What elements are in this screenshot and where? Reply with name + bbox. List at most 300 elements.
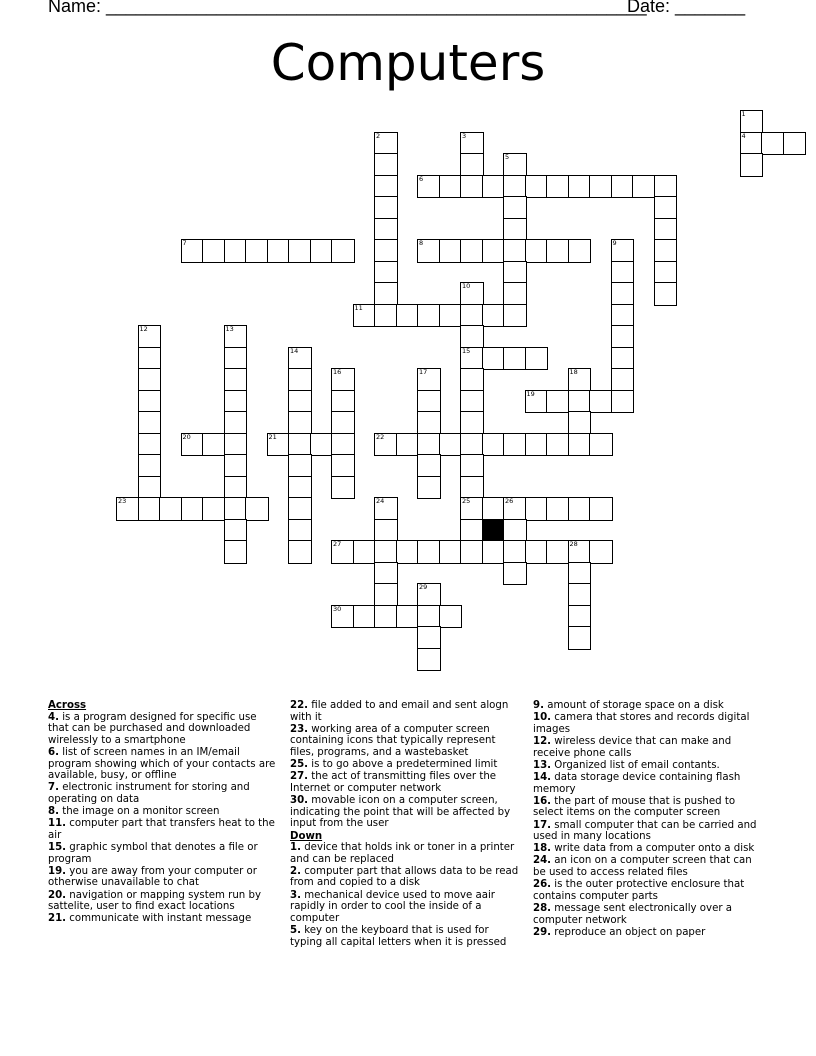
grid-cell[interactable] bbox=[138, 411, 162, 435]
grid-cell[interactable] bbox=[267, 239, 291, 263]
grid-cell[interactable] bbox=[589, 390, 613, 414]
grid-cell[interactable] bbox=[439, 540, 463, 564]
clue-text: computer part that transfers heat to the air bbox=[48, 818, 275, 841]
clue-number: 28 bbox=[569, 540, 578, 548]
grid-cell[interactable] bbox=[568, 411, 592, 435]
grid-cell[interactable] bbox=[439, 239, 463, 263]
grid-cell[interactable] bbox=[654, 218, 678, 242]
grid-cell[interactable] bbox=[611, 390, 635, 414]
grid-cell[interactable] bbox=[503, 153, 527, 177]
clue-item bbox=[48, 842, 280, 865]
clue-text: is to go above a predetermined limit bbox=[308, 759, 498, 771]
grid-cell[interactable] bbox=[589, 497, 613, 521]
grid-cell[interactable] bbox=[417, 390, 441, 414]
grid-cell[interactable] bbox=[525, 347, 549, 371]
clue-item bbox=[48, 866, 280, 889]
clue-number: 1 bbox=[741, 110, 746, 118]
grid-cell[interactable] bbox=[138, 325, 162, 349]
clues-column-3 bbox=[533, 700, 765, 939]
grid-cell[interactable] bbox=[503, 433, 527, 457]
grid-cell[interactable] bbox=[417, 605, 441, 629]
grid-cell[interactable] bbox=[288, 476, 312, 500]
clue-item bbox=[533, 760, 765, 772]
grid-cell[interactable] bbox=[310, 433, 334, 457]
clue-number: 3. bbox=[290, 889, 301, 901]
clue-item bbox=[48, 890, 280, 913]
grid-cell[interactable] bbox=[740, 132, 764, 156]
grid-cell[interactable] bbox=[439, 605, 463, 629]
grid-cell[interactable] bbox=[611, 347, 635, 371]
grid-cell[interactable] bbox=[568, 562, 592, 586]
grid-cell[interactable] bbox=[417, 304, 441, 328]
grid-cell[interactable] bbox=[482, 497, 506, 521]
grid-cell[interactable] bbox=[138, 433, 162, 457]
clue-text: an icon on a computer screen that can be used to access related files bbox=[533, 855, 752, 879]
grid-cell[interactable] bbox=[331, 368, 355, 392]
clue-number: 1. bbox=[290, 842, 301, 854]
grid-cell[interactable] bbox=[331, 540, 355, 564]
clue-text: is the outer protective enclosure that contains computer parts bbox=[533, 879, 745, 902]
grid-cell[interactable] bbox=[181, 239, 205, 263]
date-field-label: Date: _______ bbox=[627, 0, 746, 16]
grid-cell[interactable] bbox=[288, 433, 312, 457]
grid-cell[interactable] bbox=[503, 175, 527, 199]
grid-cell[interactable] bbox=[460, 497, 484, 521]
grid-cell[interactable] bbox=[740, 153, 764, 177]
grid-cell[interactable] bbox=[654, 239, 678, 263]
grid-cell[interactable] bbox=[245, 497, 269, 521]
grid-cell[interactable] bbox=[353, 304, 377, 328]
grid-cell[interactable] bbox=[568, 583, 592, 607]
clue-item bbox=[533, 927, 765, 939]
name-field-label: Name: ______________________________________________________ bbox=[48, 0, 647, 16]
grid-cell[interactable] bbox=[589, 175, 613, 199]
grid-cell[interactable] bbox=[417, 648, 441, 672]
grid-cell[interactable] bbox=[417, 411, 441, 435]
grid-cell[interactable] bbox=[503, 562, 527, 586]
grid-cell[interactable] bbox=[460, 519, 484, 543]
grid-cell[interactable] bbox=[331, 390, 355, 414]
clue-item bbox=[290, 700, 522, 723]
grid-cell[interactable] bbox=[460, 132, 484, 156]
clue-number: 7. bbox=[48, 782, 59, 794]
clue-item bbox=[48, 747, 280, 782]
grid-cell[interactable] bbox=[202, 497, 226, 521]
grid-cell[interactable] bbox=[417, 583, 441, 607]
grid-cell[interactable] bbox=[224, 433, 248, 457]
clue-item bbox=[290, 842, 522, 865]
grid-cell[interactable] bbox=[546, 433, 570, 457]
grid-cell[interactable] bbox=[568, 626, 592, 650]
grid-cell[interactable] bbox=[740, 110, 764, 134]
grid-cell[interactable] bbox=[202, 239, 226, 263]
clue-number: 24 bbox=[376, 497, 385, 505]
grid-cell[interactable] bbox=[374, 153, 398, 177]
grid-cell[interactable] bbox=[417, 454, 441, 478]
clue-number: 6. bbox=[48, 746, 59, 758]
clue-number: 22. bbox=[290, 700, 309, 711]
grid-cell[interactable] bbox=[245, 239, 269, 263]
grid-cell[interactable] bbox=[503, 519, 527, 543]
grid-cell[interactable] bbox=[568, 605, 592, 629]
clue-number: 23. bbox=[290, 723, 309, 735]
clue-text: navigation or mapping system run by sattelite, user to find exact locations bbox=[48, 889, 261, 913]
clue-item bbox=[48, 712, 280, 747]
grid-cell[interactable] bbox=[374, 218, 398, 242]
grid-cell[interactable] bbox=[224, 519, 248, 543]
grid-cell[interactable] bbox=[460, 433, 484, 457]
grid-cell[interactable] bbox=[482, 304, 506, 328]
clue-number: 29 bbox=[419, 583, 428, 591]
grid-cell[interactable] bbox=[611, 175, 635, 199]
grid-cell[interactable] bbox=[310, 239, 334, 263]
page-title: Computers bbox=[270, 34, 546, 92]
grid-cell[interactable] bbox=[568, 497, 592, 521]
grid-cell[interactable] bbox=[460, 540, 484, 564]
clue-number: 3 bbox=[462, 131, 467, 140]
clues-column-1 bbox=[48, 700, 280, 926]
grid-cell[interactable] bbox=[374, 239, 398, 263]
grid-cell[interactable] bbox=[568, 390, 592, 414]
grid-cell[interactable] bbox=[224, 411, 248, 435]
clue-item bbox=[48, 806, 280, 818]
grid-cell[interactable] bbox=[374, 282, 398, 306]
clue-item bbox=[533, 700, 765, 712]
grid-cell[interactable] bbox=[288, 540, 312, 564]
grid-cell[interactable] bbox=[374, 433, 398, 457]
grid-cell[interactable] bbox=[632, 175, 656, 199]
clue-number: 10. bbox=[533, 712, 552, 724]
grid-cell[interactable] bbox=[654, 196, 678, 220]
grid-cell[interactable] bbox=[460, 304, 484, 328]
clue-item bbox=[290, 795, 522, 830]
grid-cell[interactable] bbox=[439, 304, 463, 328]
clue-text: movable icon on a computer screen, indicating the point that will be affected by input from the user bbox=[290, 795, 511, 830]
clue-number: 9. bbox=[533, 700, 544, 711]
clue-text: Organized list of email contants. bbox=[551, 759, 720, 771]
grid-cell[interactable] bbox=[374, 196, 398, 220]
grid-cell[interactable] bbox=[611, 325, 635, 349]
grid-cell[interactable] bbox=[417, 175, 441, 199]
grid-cell[interactable] bbox=[138, 390, 162, 414]
grid-cell[interactable] bbox=[224, 476, 248, 500]
clue-number: 14. bbox=[533, 771, 552, 783]
clue-number: 5 bbox=[505, 153, 510, 161]
clue-number: 11 bbox=[354, 303, 363, 312]
grid-cell[interactable] bbox=[568, 239, 592, 263]
grid-cell[interactable] bbox=[138, 368, 162, 392]
grid-cell[interactable] bbox=[417, 476, 441, 500]
grid-cell[interactable] bbox=[417, 433, 441, 457]
grid-cell[interactable] bbox=[202, 433, 226, 457]
clue-number: 13. bbox=[533, 759, 552, 771]
clue-number: 15 bbox=[462, 346, 471, 355]
grid-cell[interactable] bbox=[503, 196, 527, 220]
clue-number: 8. bbox=[48, 806, 59, 818]
grid-cell[interactable] bbox=[482, 540, 506, 564]
grid-cell[interactable] bbox=[224, 325, 248, 349]
clue-item bbox=[533, 903, 765, 926]
grid-cell[interactable] bbox=[138, 454, 162, 478]
grid-cell[interactable] bbox=[374, 562, 398, 586]
grid-cell[interactable] bbox=[374, 261, 398, 285]
clue-number: 29. bbox=[533, 926, 552, 938]
clue-text: reproduce an object on paper bbox=[551, 926, 706, 938]
clue-number: 2. bbox=[290, 865, 301, 877]
grid-cell[interactable] bbox=[503, 218, 527, 242]
clue-item bbox=[533, 855, 765, 878]
grid-cell[interactable] bbox=[482, 433, 506, 457]
down-heading: Down bbox=[290, 830, 323, 842]
clue-number: 16 bbox=[333, 368, 342, 376]
clue-number: 30 bbox=[333, 604, 342, 613]
grid-cell[interactable] bbox=[611, 239, 635, 263]
grid-cell[interactable] bbox=[331, 476, 355, 500]
grid-cell[interactable] bbox=[482, 239, 506, 263]
clue-text: small computer that can be carried and used in many locations bbox=[533, 819, 757, 843]
grid-cell[interactable] bbox=[396, 433, 420, 457]
grid-cell[interactable] bbox=[288, 454, 312, 478]
grid-cell[interactable] bbox=[783, 132, 807, 156]
grid-cell[interactable] bbox=[288, 497, 312, 521]
clue-text: data storage device containing flash memory bbox=[533, 771, 741, 795]
clue-number: 2 bbox=[376, 131, 381, 140]
grid-cell[interactable] bbox=[224, 540, 248, 564]
clue-item bbox=[290, 771, 522, 794]
clue-item bbox=[290, 866, 522, 889]
grid-cell[interactable] bbox=[460, 411, 484, 435]
grid-cell[interactable] bbox=[288, 519, 312, 543]
clue-number: 27. bbox=[290, 771, 309, 783]
grid-cell[interactable] bbox=[181, 497, 205, 521]
clue-number: 17. bbox=[533, 819, 552, 831]
grid-cell[interactable] bbox=[460, 368, 484, 392]
clue-number: 27 bbox=[333, 540, 342, 548]
clue-text: key on the keyboard that is used for typing all capital letters when it is pressed bbox=[290, 925, 507, 948]
grid-cell[interactable] bbox=[460, 153, 484, 177]
clue-number: 23 bbox=[118, 497, 127, 505]
grid-cell[interactable] bbox=[396, 304, 420, 328]
clue-text: you are away from your computer or otherwise unavailable to chat bbox=[48, 865, 257, 889]
grid-cell[interactable] bbox=[374, 132, 398, 156]
grid-cell[interactable] bbox=[482, 347, 506, 371]
clue-item bbox=[290, 890, 522, 925]
clue-number: 20 bbox=[182, 432, 191, 441]
clue-item bbox=[533, 820, 765, 843]
grid-cell[interactable] bbox=[568, 175, 592, 199]
grid-cell[interactable] bbox=[611, 368, 635, 392]
grid-cell[interactable] bbox=[460, 347, 484, 371]
clue-text: the act of transmitting files over the Internet or computer network bbox=[290, 771, 497, 794]
grid-cell[interactable] bbox=[439, 175, 463, 199]
grid-cell[interactable] bbox=[181, 433, 205, 457]
grid-cell[interactable] bbox=[460, 239, 484, 263]
grid-cell[interactable] bbox=[482, 175, 506, 199]
clue-number: 9 bbox=[612, 239, 617, 247]
grid-cell[interactable] bbox=[374, 497, 398, 521]
grid-cell[interactable] bbox=[503, 497, 527, 521]
clue-number: 25 bbox=[462, 497, 471, 505]
clue-number: 8 bbox=[419, 239, 424, 247]
clue-number: 21. bbox=[48, 913, 67, 925]
grid-cell[interactable] bbox=[159, 497, 183, 521]
grid-cell[interactable] bbox=[460, 476, 484, 500]
grid-cell[interactable] bbox=[568, 368, 592, 392]
grid-cell[interactable] bbox=[525, 497, 549, 521]
grid-cell[interactable] bbox=[503, 261, 527, 285]
clue-number: 20. bbox=[48, 889, 67, 901]
clue-text: device that holds ink or toner in a printer and can be replaced bbox=[290, 842, 515, 865]
clue-text: graphic symbol that denotes a file or program bbox=[48, 842, 258, 865]
grid-cell[interactable] bbox=[525, 175, 549, 199]
grid-cell[interactable] bbox=[525, 433, 549, 457]
grid-cell[interactable] bbox=[417, 239, 441, 263]
clue-number: 24. bbox=[533, 855, 552, 867]
grid-cell[interactable] bbox=[224, 239, 248, 263]
grid-cell[interactable] bbox=[589, 433, 613, 457]
grid-cell[interactable] bbox=[503, 282, 527, 306]
grid-cell[interactable] bbox=[546, 540, 570, 564]
grid-cell[interactable] bbox=[331, 454, 355, 478]
clue-number: 15. bbox=[48, 842, 67, 854]
clue-text: mechanical device used to move aair rapidly in order to cool the inside of a computer bbox=[290, 889, 495, 924]
clue-number: 14 bbox=[290, 346, 299, 355]
clue-text: message sent electronically over a computer network bbox=[533, 903, 733, 926]
grid-cell[interactable] bbox=[761, 132, 785, 156]
grid-cell[interactable] bbox=[116, 497, 140, 521]
clue-number: 6 bbox=[419, 174, 424, 183]
grid-cell[interactable] bbox=[331, 411, 355, 435]
grid-cell[interactable] bbox=[353, 605, 377, 629]
grid-cell[interactable] bbox=[417, 540, 441, 564]
grid-cell[interactable] bbox=[503, 540, 527, 564]
clues-column-2 bbox=[290, 700, 522, 949]
grid-cell[interactable] bbox=[546, 390, 570, 414]
grid-cell[interactable] bbox=[546, 497, 570, 521]
grid-cell[interactable] bbox=[654, 282, 678, 306]
grid-cell[interactable] bbox=[525, 239, 549, 263]
grid-cell[interactable] bbox=[288, 347, 312, 371]
grid-cell[interactable] bbox=[138, 497, 162, 521]
clue-item bbox=[290, 759, 522, 771]
clue-text: the image on a monitor screen bbox=[58, 806, 220, 818]
clue-number: 28. bbox=[533, 903, 552, 915]
clue-item bbox=[290, 724, 522, 759]
grid-cell[interactable] bbox=[374, 540, 398, 564]
clue-number: 22 bbox=[376, 432, 385, 441]
grid-cell[interactable] bbox=[374, 519, 398, 543]
grid-cell[interactable] bbox=[546, 175, 570, 199]
clue-text: amount of storage space on a disk bbox=[543, 700, 724, 711]
grid-cell[interactable] bbox=[224, 347, 248, 371]
grid-cell[interactable] bbox=[611, 282, 635, 306]
grid-cell[interactable] bbox=[460, 390, 484, 414]
grid-cell[interactable] bbox=[224, 390, 248, 414]
clue-number: 7 bbox=[182, 239, 187, 247]
grid-cell[interactable] bbox=[224, 497, 248, 521]
clue-item bbox=[48, 818, 280, 841]
grid-cell[interactable] bbox=[224, 368, 248, 392]
clue-number: 19. bbox=[48, 865, 67, 877]
clue-number: 30. bbox=[290, 795, 309, 807]
grid-cell[interactable] bbox=[331, 239, 355, 263]
clue-number: 18 bbox=[569, 368, 578, 376]
clue-item bbox=[48, 913, 280, 925]
clue-item bbox=[48, 782, 280, 805]
grid-cell[interactable] bbox=[396, 605, 420, 629]
grid-cell[interactable] bbox=[525, 390, 549, 414]
grid-cell[interactable] bbox=[224, 454, 248, 478]
clue-text: electronic instrument for storing and operating on data bbox=[48, 782, 250, 805]
grid-cell[interactable] bbox=[439, 433, 463, 457]
grid-cell[interactable] bbox=[396, 540, 420, 564]
clue-number: 19 bbox=[526, 389, 535, 398]
grid-cell[interactable] bbox=[417, 626, 441, 650]
grid-cell[interactable] bbox=[611, 304, 635, 328]
grid-cell[interactable] bbox=[417, 368, 441, 392]
grid-cell[interactable] bbox=[267, 433, 291, 457]
grid-cell[interactable] bbox=[374, 304, 398, 328]
clue-number: 12 bbox=[139, 325, 148, 333]
grid-cell[interactable] bbox=[374, 583, 398, 607]
grid-cell[interactable] bbox=[460, 454, 484, 478]
grid-cell[interactable] bbox=[138, 347, 162, 371]
grid-cell[interactable] bbox=[288, 411, 312, 435]
grid-cell[interactable] bbox=[374, 605, 398, 629]
grid-cell[interactable] bbox=[374, 175, 398, 199]
grid-cell[interactable] bbox=[331, 605, 355, 629]
clue-text: file added to and email and sent alogn with it bbox=[290, 700, 509, 723]
clue-number: 17 bbox=[419, 368, 428, 376]
clue-text: list of screen names in an IM/email program showing which of your contacts are available, busy, or offline bbox=[48, 746, 276, 782]
clue-text: the part of mouse that is pushed to select items on the computer screen bbox=[533, 795, 736, 819]
clue-number: 21 bbox=[268, 432, 277, 441]
clue-text: write data from a computer onto a disk bbox=[551, 843, 755, 855]
grid-cell[interactable] bbox=[568, 433, 592, 457]
grid-cell[interactable] bbox=[460, 282, 484, 306]
clue-number: 26 bbox=[505, 497, 514, 505]
clue-number: 4 bbox=[741, 131, 746, 140]
clue-number: 12. bbox=[533, 735, 552, 747]
grid-cell[interactable] bbox=[460, 325, 484, 349]
clue-number: 26. bbox=[533, 879, 552, 891]
grid-cell[interactable] bbox=[546, 239, 570, 263]
grid-cell[interactable] bbox=[654, 261, 678, 285]
grid-cell[interactable] bbox=[503, 239, 527, 263]
clue-number: 10 bbox=[462, 282, 471, 290]
grid-cell[interactable] bbox=[589, 540, 613, 564]
clue-text: camera that stores and records digital images bbox=[533, 712, 750, 735]
grid-cell[interactable] bbox=[331, 433, 355, 457]
grid-cell[interactable] bbox=[611, 261, 635, 285]
grid-cell[interactable] bbox=[503, 304, 527, 328]
clue-item bbox=[533, 772, 765, 795]
grid-cell[interactable] bbox=[568, 540, 592, 564]
clue-number: 18. bbox=[533, 843, 552, 855]
grid-cell[interactable] bbox=[288, 239, 312, 263]
clue-text: wireless device that can make and receive phone calls bbox=[533, 735, 732, 759]
grid-cell[interactable] bbox=[654, 175, 678, 199]
clue-number: 11. bbox=[48, 818, 67, 830]
grid-cell[interactable] bbox=[525, 540, 549, 564]
grid-cell[interactable] bbox=[460, 175, 484, 199]
grid-cell[interactable] bbox=[288, 390, 312, 414]
grid-cell[interactable] bbox=[138, 476, 162, 500]
grid-cell[interactable] bbox=[288, 368, 312, 392]
grid-cell[interactable] bbox=[353, 540, 377, 564]
clue-item bbox=[533, 796, 765, 819]
grid-cell[interactable] bbox=[503, 347, 527, 371]
